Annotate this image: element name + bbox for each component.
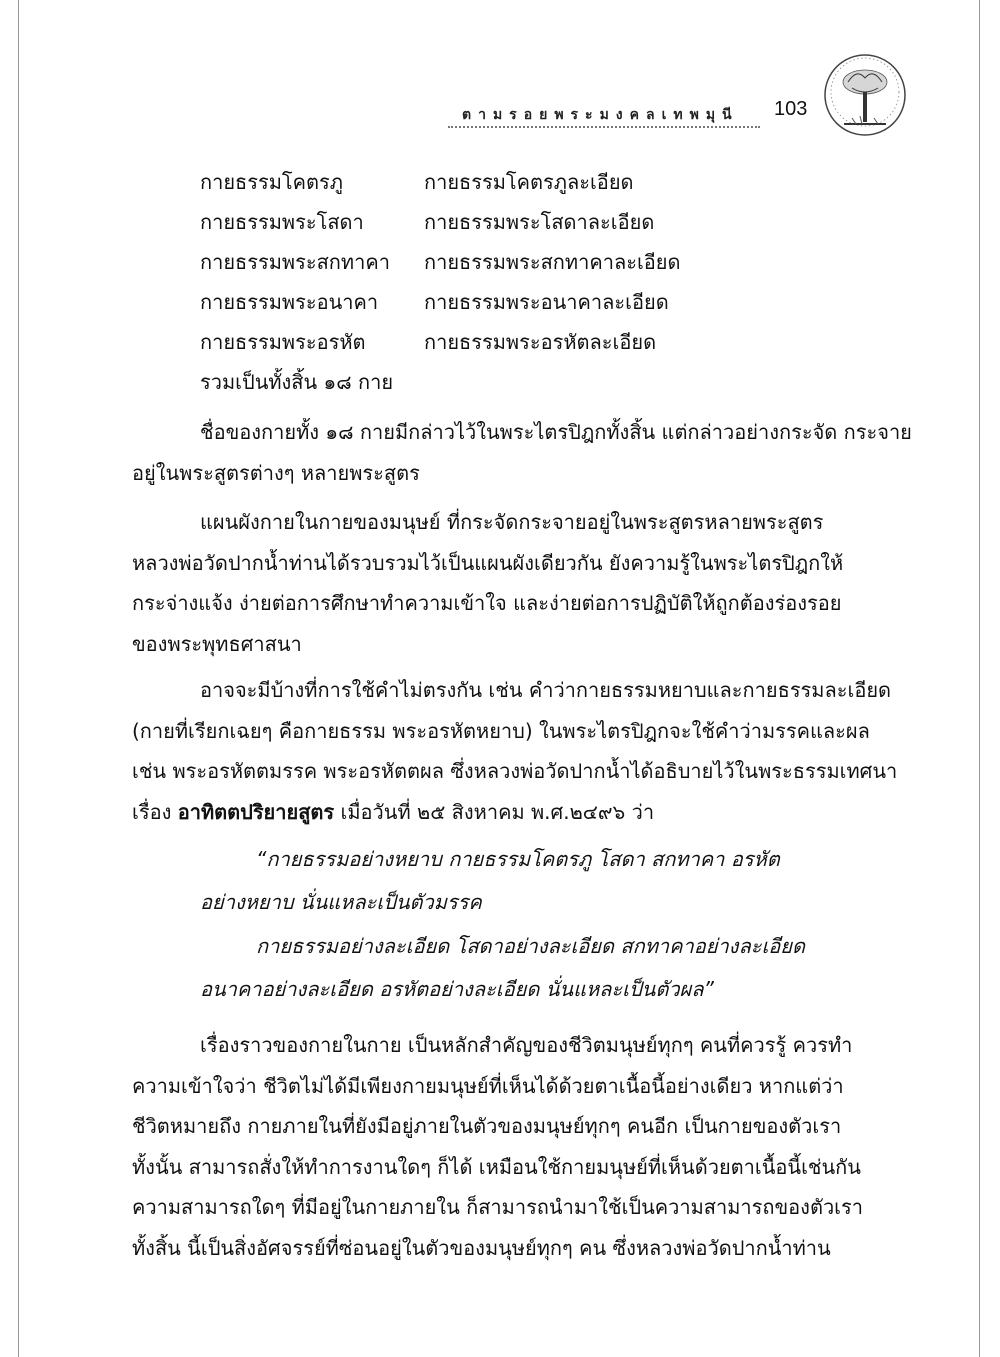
list-item-left: กายธรรมพระอนาคา: [200, 290, 379, 314]
paragraph-line: อาจจะมีบ้างที่การใช้คำไม่ตรงกัน เช่น คำว่ากายธรรมหยาบและกายธรรมละเอียด: [200, 678, 892, 702]
quote-line: อย่างหยาบ นั่นแหละเป็นตัวมรรค: [200, 890, 482, 914]
paragraph-line: ของพระพุทธศาสนา: [132, 631, 302, 656]
list-item-left: กายธรรมโคตรภู: [200, 170, 343, 194]
quote-2: [200, 925, 900, 1011]
paragraph-line: หลวงพ่อวัดปากน้ำท่านได้รวบรวมไว้เป็นแผนผังเดียวกัน ยังความรู้ในพระไตรปิฎกให้: [132, 550, 844, 575]
list-item: [200, 242, 681, 282]
list-total: รวมเป็นทั้งสิ้น ๑๘ กาย: [200, 370, 394, 394]
list-item: [200, 282, 681, 322]
list-item-left: กายธรรมพระอรหัต: [200, 330, 366, 354]
list-item-left: กายธรรมพระสกทาคา: [200, 250, 390, 274]
paragraph-line: ทั้งสิ้น นี้เป็นสิ่งอัศจรรย์ที่ซ่อนอยู่ในตัวของมนุษย์ทุกๆ คน ซึ่งหลวงพ่อวัดปากน้ำท่าน: [132, 1235, 831, 1260]
list-item: [200, 162, 681, 202]
paragraph-line: ความเข้าใจว่า ชีวิตไม่ได้มีเพียงกายมนุษย์ที่เห็นได้ด้วยตาเนื้อนี้อย่างเดียว หากแต่ว่า: [132, 1073, 844, 1098]
list-item-right: กายธรรมโคตรภูละเอียด: [424, 170, 634, 194]
paragraph-line: (กายที่เรียกเฉยๆ คือกายธรรม พระอรหัตหยาบ) ในพระไตรปิฎกจะใช้คำว่ามรรคและผล: [132, 718, 870, 743]
quote-line: กายธรรมอย่างละเอียด โสดาอย่างละเอียด สกทาคาอย่างละเอียด: [256, 934, 805, 958]
paragraph-line: ชีวิตหมายถึง กายภายในที่ยังมีอยู่ภายในตัวของมนุษย์ทุกๆ คนอีก เป็นกายของตัวเรา: [132, 1114, 842, 1138]
list-item: [200, 362, 681, 402]
paragraph-line: กระจ่างแจ้ง ง่ายต่อการศึกษาทำความเข้าใจ และง่ายต่อการปฏิบัติให้ถูกต้องร่องรอย: [132, 591, 842, 615]
paragraph-prefix: เรื่อง: [132, 799, 178, 824]
sutta-title: อาทิตตปริยายสูตร: [177, 799, 335, 824]
page-number: 103: [774, 98, 808, 120]
paragraph-line: ความสามารถใดๆ ที่มีอยู่ในกายภายใน ก็สามารถนำมาใช้เป็นความสามารถของตัวเรา: [132, 1195, 863, 1219]
list-item: [200, 322, 681, 362]
paragraph-line: เช่น พระอรหัตตมรรค พระอรหัตตผล ซึ่งหลวงพ่อวัดปากน้ำได้อธิบายไว้ในพระธรรมเทศนา: [132, 759, 898, 783]
list-item-left: กายธรรมพระโสดา: [200, 210, 364, 234]
list-item-right: กายธรรมพระโสดาละเอียด: [424, 210, 655, 234]
header-dotted-rule: [448, 126, 760, 128]
paragraph-2: [132, 502, 892, 664]
paragraph-line: ทั้งนั้น สามารถสั่งให้ทำการงานใดๆ ก็ได้ เหมือนใช้กายมนุษย์ที่เห็นด้วยตาเนื้อนี้เช่นกัน: [132, 1154, 861, 1179]
quote-line: “กายธรรมอย่างหยาบ กายธรรมโคตรภู โสดา สกทาคา อรหัต: [256, 847, 780, 871]
list-item-right: กายธรรมพระสกทาคาละเอียด: [424, 250, 681, 274]
quote-1: [200, 838, 900, 924]
paragraph-line: เรื่องราวของกายในกาย เป็นหลักสำคัญของชีวิตมนุษย์ทุกๆ คนที่ควรรู้ ควรทำ: [200, 1033, 853, 1057]
paragraph-suffix: เมื่อวันที่ ๒๕ สิงหาคม พ.ศ.๒๔๙๖ ว่า: [334, 799, 655, 824]
paragraph-line: แผนผังกายในกายของมนุษย์ ที่กระจัดกระจายอยู่ในพระสูตรหลายพระสูตร: [200, 510, 824, 534]
paragraph-1: [132, 412, 912, 493]
paragraph-line: [132, 792, 892, 833]
kaya-list: [200, 162, 681, 402]
running-header-title: ตามรอยพระมงคลเทพมุนี: [462, 107, 739, 123]
paragraph-3: [132, 670, 898, 832]
paragraph-line: ชื่อของกายทั้ง ๑๘ กายมีกล่าวไว้ในพระไตรปิฎกทั้งสิ้น แต่กล่าวอย่างกระจัด กระจาย: [200, 420, 912, 444]
list-item-right: กายธรรมพระอรหัตละเอียด: [424, 330, 657, 354]
list-item: [200, 202, 681, 242]
lotus-tree-emblem-icon: [822, 52, 908, 138]
paragraph-4: [132, 1025, 892, 1268]
paragraph-line: อยู่ในพระสูตรต่างๆ หลายพระสูตร: [132, 460, 420, 485]
quote-line: อนาคาอย่างละเอียด อรหัตอย่างละเอียด นั่นแหละเป็นตัวผล”: [200, 977, 714, 1001]
list-item-right: กายธรรมพระอนาคาละเอียด: [424, 290, 669, 314]
